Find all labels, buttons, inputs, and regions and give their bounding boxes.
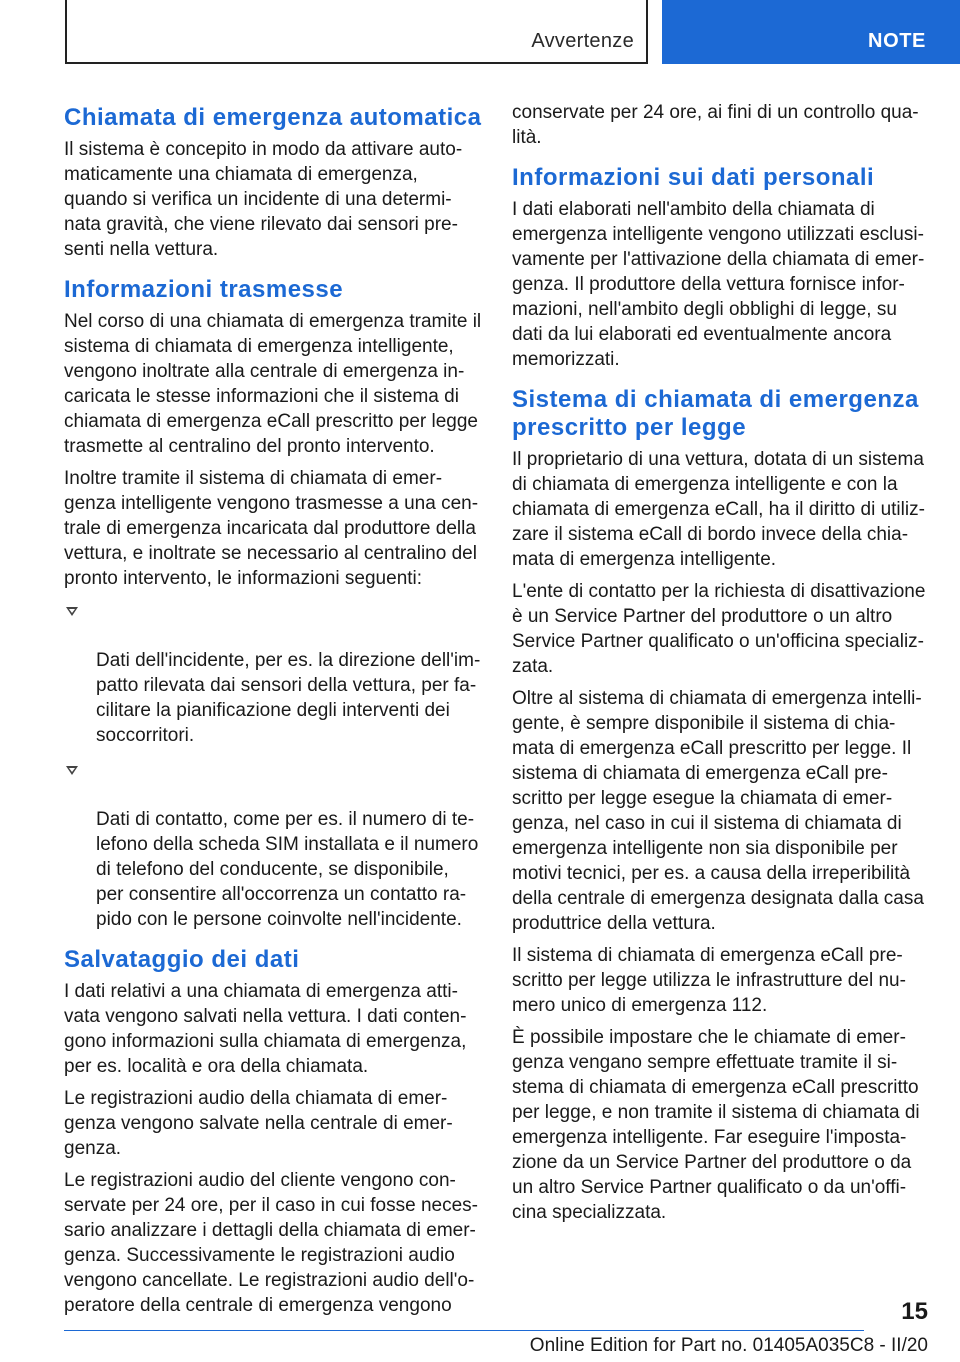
list-item xyxy=(64,757,484,932)
paragraph: I dati relativi a una chiamata di emergenza atti- vata vengono salvati nella vettura. I dati conten- gono informazioni sulla chiamata di emergenza, per es. località e ora della chiamata. xyxy=(64,981,467,1077)
paragraph: Il proprietario di una vettura, dotata di un sistema di chiamata di emergenza intelligente e con la chiamata di emergenza eCall, ha il diritto di utiliz- zare il sistema eCall di bordo invece della chia- mata di emergenza intelligente. xyxy=(512,449,925,570)
triangle-bullet-icon xyxy=(66,766,78,775)
page-number: 15 xyxy=(901,1298,928,1325)
heading-transmitted-info: Informazioni trasmesse xyxy=(64,276,344,303)
paragraph: Il sistema è concepito in modo da attivare auto- maticamente una chiamata di emergenza, quando si verifica un incidente di una determi- nata gravità, che viene rilevato dai sensori pre- senti nella vettura. xyxy=(64,139,463,260)
paragraph: L'ente di contatto per la richiesta di disattivazione è un Service Partner del produttore o un altro Service Partner qualificato o un'officina specializ- zata. xyxy=(512,581,926,677)
paragraph: conservate per 24 ore, ai fini di un controllo qua- lità. xyxy=(512,102,919,148)
paragraph: Il sistema di chiamata di emergenza eCall pre- scritto per legge utilizza le infrastrutture del nu- mero unico di emergenza 112. xyxy=(512,945,906,1016)
paragraph: Le registrazioni audio della chiamata di emer- genza vengono salvate nella centrale di emer- genza. xyxy=(64,1088,453,1159)
footer-divider xyxy=(64,1330,864,1331)
list-item-text: Dati di contatto, come per es. il numero di te- lefono della scheda SIM installata e il numero di telefono del conducente, se disponibile, per consentire all'occorrenza un contatto ra- pido con le persone coinvolte nell'incidente. xyxy=(96,809,479,930)
section-label: Avvertenze xyxy=(531,30,634,52)
list-item-text: Dati dell'incidente, per es. la direzione dell'im- patto rilevata dai sensori della vettura, per fa- cilitare la pianificazione degli interventi dei soccorritori. xyxy=(96,650,481,746)
chapter-label: NOTE xyxy=(868,30,926,52)
list-item xyxy=(64,598,484,748)
paragraph: Oltre al sistema di chiamata di emergenza intelli- gente, è sempre disponibile il sistema di chia- mata di emergenza eCall prescritto per legge. Il sistema di chiamata di emergenza eCall pre- scritto per legge esegue la chiamata di emer- genza, nel caso in cui il sistema di chiamata di emergenza intelligente non sia disponibile per motivi tecnici, per es. a causa della irreperibilità della centrale di emergenza designata dalla casa produttrice della vettura. xyxy=(512,688,924,934)
heading-data-storage: Salvataggio dei dati xyxy=(64,946,300,973)
left-column xyxy=(64,100,484,1325)
right-column xyxy=(512,100,930,1232)
heading-legal-emergency-system: Sistema di chiamata di emergenza prescritto per legge xyxy=(512,386,919,441)
paragraph: Nel corso di una chiamata di emergenza tramite il sistema di chiamata di emergenza intelligente, vengono inoltrate alla centrale di emergenza in- caricata le stesse informazioni che il sistema di chiamata di emergenza eCall prescritto per legge trasmette al centralino del pronto intervento. xyxy=(64,311,482,457)
footer-edition-text: Online Edition for Part no. 01405A035C8 - II/20 xyxy=(529,1335,928,1356)
section-tab xyxy=(65,0,648,64)
paragraph: Inoltre tramite il sistema di chiamata di emer- genza intelligente vengono trasmesse a una cen- trale di emergenza incaricata dal produttore della vettura, e inoltrate se necessario al centralino del pronto intervento, le informazioni seguenti: xyxy=(64,468,479,589)
bullet-list xyxy=(64,598,484,932)
heading-automatic-emergency-call: Chiamata di emergenza automatica xyxy=(64,104,482,131)
triangle-bullet-icon xyxy=(66,607,78,616)
chapter-tab xyxy=(662,0,960,64)
paragraph: I dati elaborati nell'ambito della chiamata di emergenza intelligente vengono utilizzati esclusi- vamente per l'attivazione della chiamata di emer- genza. Il produttore della vettura fornisce infor- mazioni, nell'ambito degli obblighi di legge, su dati da lui elaborati ed eventualmente ancora memorizzati. xyxy=(512,199,925,370)
heading-personal-data: Informazioni sui dati personali xyxy=(512,164,875,191)
paragraph: Le registrazioni audio del cliente vengono con- servate per 24 ore, per il caso in cui fosse neces- sario analizzare i dettagli della chiamata di emer- genza. Successivamente le registrazioni audio vengono cancellate. Le registrazioni audio dell'o- peratore della centrale di emergenza vengono xyxy=(64,1170,478,1316)
paragraph: È possibile impostare che le chiamate di emer- genza vengano sempre effettuate tramite il si- stema di chiamata di emergenza eCall prescritto per legge, e non tramite il sistema di chiamata di emergenza intelligente. Far eseguire l'imposta- zione da un Service Partner del produttore o da un altro Service Partner qualificato o da un'offi- cina specializzata. xyxy=(512,1027,920,1223)
